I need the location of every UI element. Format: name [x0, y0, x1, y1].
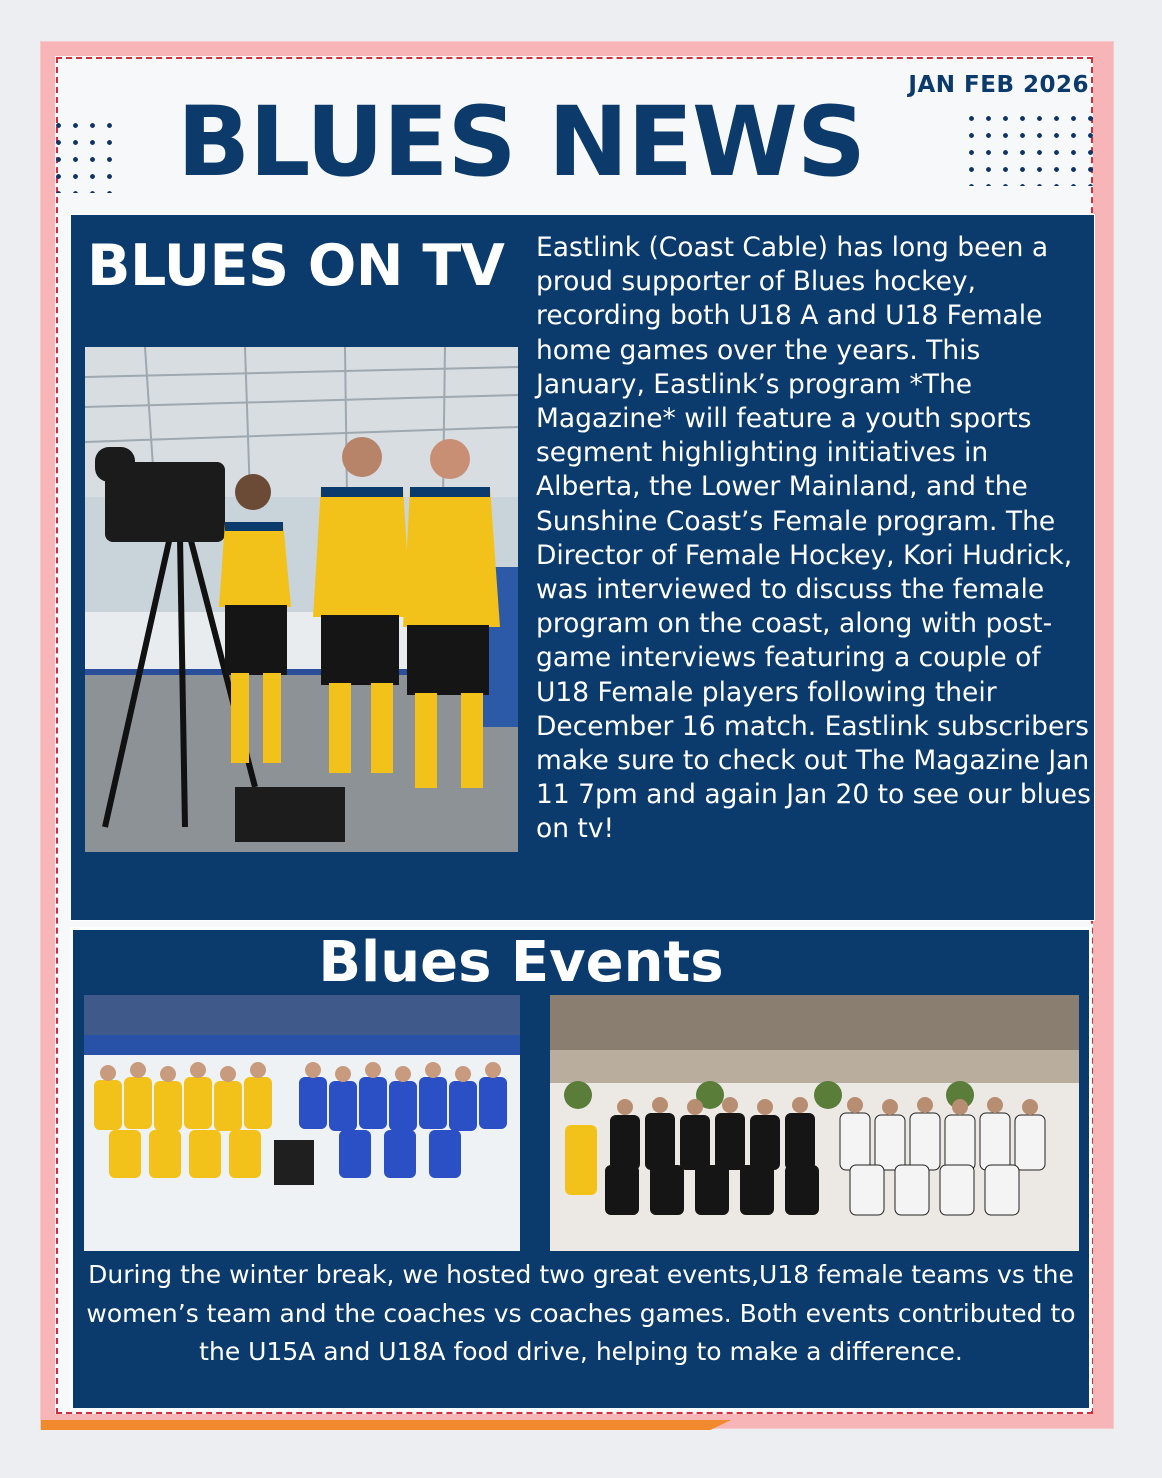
decorative-dots-right [963, 110, 1103, 186]
tv-section-title: BLUES ON TV [87, 233, 505, 299]
events-section-body: During the winter break, we hosted two great events,U18 female teams vs the women’s team and the coaches vs coaches games. Both events contributed to the U15A and U18A food drive, helping to make a difference. [86, 1260, 1076, 1366]
tv-interview-photo [85, 347, 518, 852]
tv-section-body: Eastlink (Coast Cable) has long been a proud supporter of Blues hockey, recording both U18 A and U18 Female home games over the years. This January, Eastlink’s program *The Magazine* will feature a youth sports segment highlighting initiatives in Alberta, the Lower Mainland, and the Sunshine Coast’s Female program. The Director of Female Hockey, Kori Hudrick, was interviewed to discuss the female program on the coast, along with post-game interviews featuring a couple of U18 Female players following their December 16 match. Eastlink subscribers make sure to check out The Magazine Jan 11 7pm and again Jan 20 to see our blues on tv! [536, 232, 1091, 845]
newsletter-page [40, 41, 1114, 1429]
coaches-game-team-photo [550, 995, 1079, 1251]
decorative-dots-left [50, 117, 122, 193]
events-section [70, 927, 1092, 1411]
events-section-title: Blues Events [318, 930, 724, 995]
newsletter-title: BLUES NEWS [177, 86, 865, 198]
issue-date: JAN FEB 2026 [908, 72, 1089, 98]
tv-section [70, 214, 1095, 921]
womens-game-team-photo [84, 995, 520, 1251]
footer-accent-bar [41, 1420, 731, 1430]
